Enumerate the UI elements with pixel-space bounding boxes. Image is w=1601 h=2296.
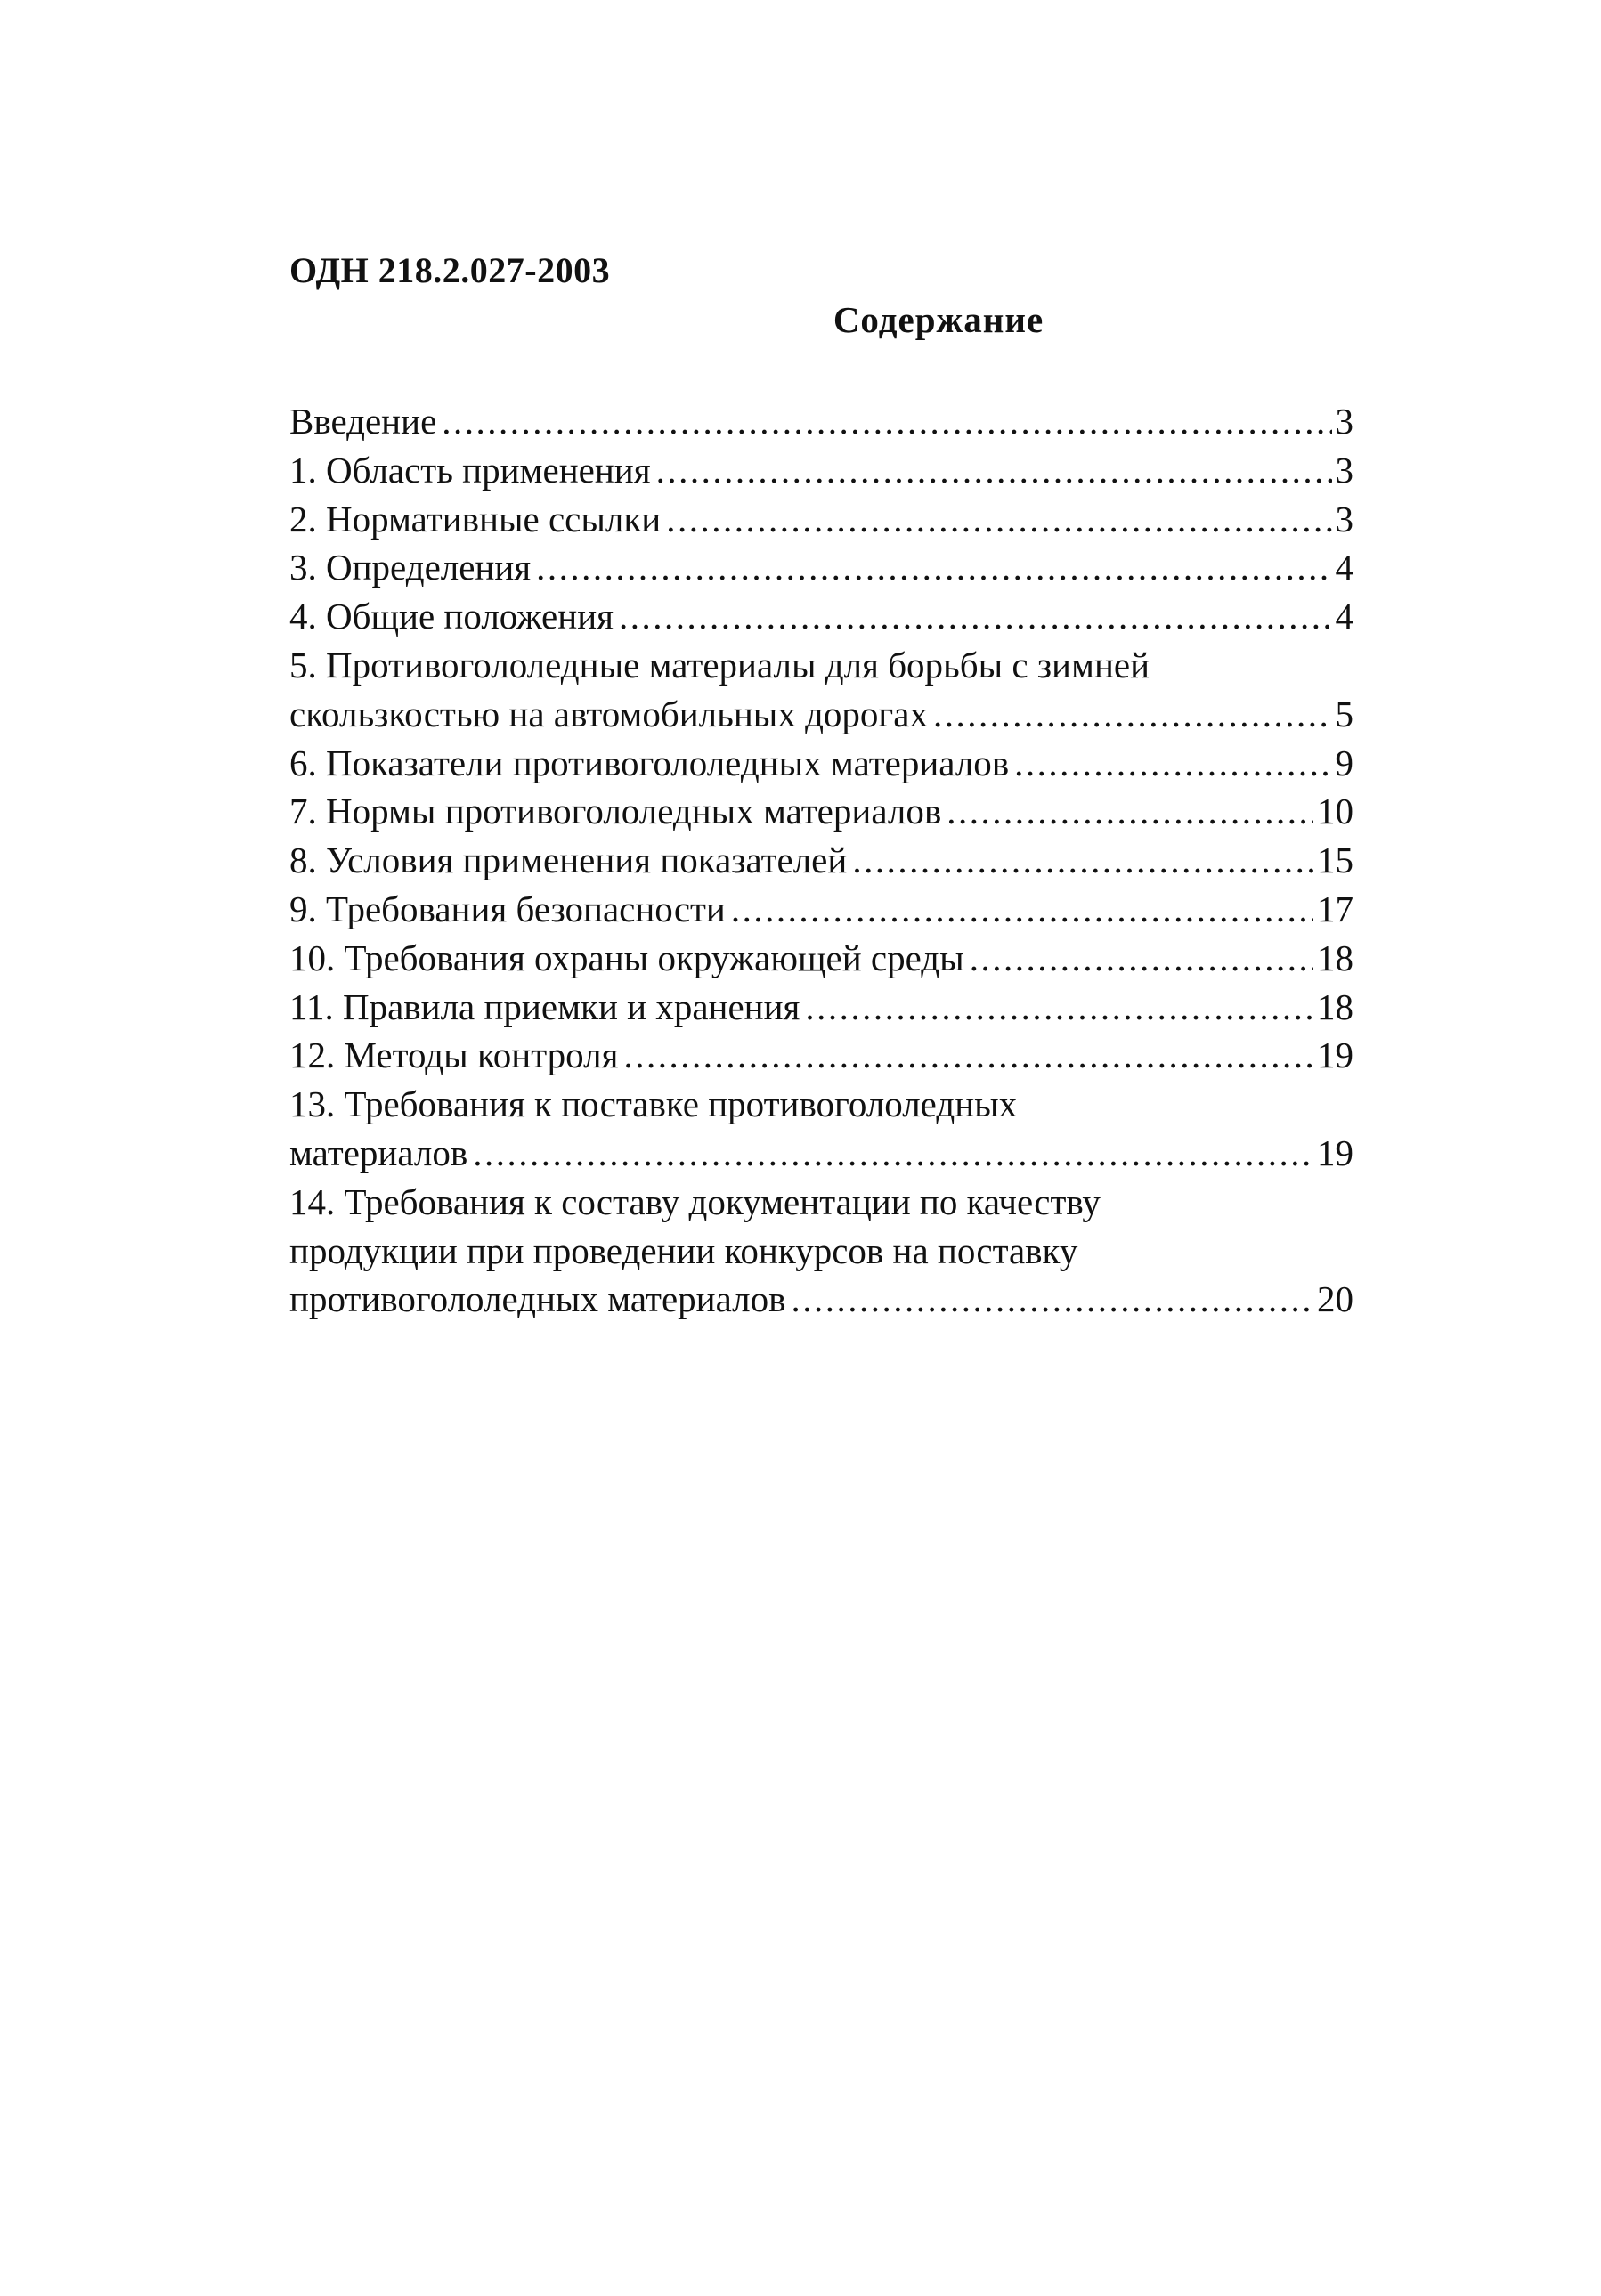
document-code: ОДН 218.2.027-2003: [289, 250, 611, 290]
toc-page-number: 3: [1335, 498, 1353, 540]
toc-entry: [289, 446, 1353, 495]
toc-entry: [289, 592, 1353, 641]
toc-entry: [289, 787, 1353, 836]
dot-leader: [731, 885, 1313, 934]
dot-leader: [473, 1129, 1313, 1178]
toc-page-number: 19: [1317, 1034, 1353, 1076]
dot-leader: [442, 397, 1331, 446]
dot-leader: [933, 690, 1332, 739]
toc-entry-row: [289, 495, 1353, 544]
toc-page-number: 3: [1335, 449, 1353, 491]
toc-entry: [289, 934, 1353, 983]
toc-page-number: 18: [1317, 986, 1353, 1027]
toc-entry-text: скользкостью на автомобильных дорогах: [289, 693, 928, 734]
dot-leader: [656, 446, 1332, 495]
toc-entry-text: 2. Нормативные ссылки: [289, 498, 662, 540]
toc-entry-text: 14. Требования к составу документации по качеству: [289, 1180, 1101, 1222]
dot-leader: [619, 592, 1332, 641]
toc-page-number: 4: [1335, 547, 1353, 588]
toc-entry: [289, 641, 1353, 739]
toc-entry-text: 8. Условия применения показателей: [289, 840, 848, 881]
toc-entry-row: [289, 690, 1353, 739]
toc-page-number: 20: [1317, 1278, 1353, 1320]
toc-entry-text: продукции при проведении конкурсов на поставку: [289, 1229, 1078, 1271]
toc-page-number: 19: [1317, 1132, 1353, 1173]
toc-entry-row: [289, 1275, 1353, 1324]
dot-leader: [805, 983, 1313, 1032]
toc-entry: [289, 543, 1353, 592]
toc-entry-text: 6. Показатели противогололедных материалов: [289, 742, 1010, 783]
toc-page-number: 18: [1317, 937, 1353, 978]
toc-entry: [289, 983, 1353, 1032]
dot-leader: [852, 836, 1313, 885]
toc-heading: Содержание: [833, 299, 1044, 340]
toc-entry-row: [289, 787, 1353, 836]
toc-entry-text: 9. Требования безопасности: [289, 888, 726, 929]
toc-entry: [289, 885, 1353, 934]
toc-entry-row: [289, 1031, 1353, 1080]
table-of-contents: [289, 397, 1353, 1324]
dot-leader: [623, 1031, 1313, 1080]
toc-entry-text: 1. Область применения: [289, 449, 651, 491]
toc-entry-row: [289, 397, 1353, 446]
toc-entry-text: 13. Требования к поставке противогололедных: [289, 1083, 1018, 1125]
toc-page-number: 5: [1335, 693, 1353, 734]
toc-entry-row: [289, 1129, 1353, 1178]
toc-entry-text: противогололедных материалов: [289, 1278, 786, 1320]
toc-entry-row: [289, 446, 1353, 495]
toc-entry-text: 3. Определения: [289, 547, 532, 588]
toc-entry-text: 12. Методы контроля: [289, 1034, 619, 1076]
dot-leader: [970, 934, 1313, 983]
toc-entry-row: [289, 836, 1353, 885]
toc-page-number: 10: [1317, 791, 1353, 832]
toc-entry-row: [289, 543, 1353, 592]
toc-entry-row: [289, 934, 1353, 983]
toc-page-number: 3: [1335, 401, 1353, 442]
dot-leader: [1014, 739, 1331, 788]
toc-entry: [289, 1031, 1353, 1080]
dot-leader: [666, 495, 1331, 544]
toc-entry-text: 4. Общие положения: [289, 596, 614, 637]
toc-entry-row: [289, 983, 1353, 1032]
toc-entry-text: 10. Требования охраны окружающей среды: [289, 937, 964, 978]
toc-entry: [289, 739, 1353, 788]
toc-page-number: 15: [1317, 840, 1353, 881]
toc-entry-row: [289, 885, 1353, 934]
toc-entry-text: 7. Нормы противогололедных материалов: [289, 791, 942, 832]
dot-leader: [536, 543, 1331, 592]
toc-entry: [289, 836, 1353, 885]
dot-leader: [947, 787, 1313, 836]
toc-entry-text: Введение: [289, 401, 437, 442]
toc-entry-text: 5. Противогололедные материалы для борьбы с зимней: [289, 644, 1150, 686]
toc-page-number: 17: [1317, 888, 1353, 929]
toc-entry: [289, 495, 1353, 544]
toc-entry: [289, 1080, 1353, 1178]
toc-page-number: 4: [1335, 596, 1353, 637]
toc-page-number: 9: [1335, 742, 1353, 783]
dot-leader: [791, 1275, 1313, 1324]
toc-entry: [289, 1178, 1353, 1324]
toc-entry-row: [289, 739, 1353, 788]
toc-entry-text: материалов: [289, 1132, 468, 1173]
toc-entry: [289, 397, 1353, 446]
toc-entry-row: [289, 592, 1353, 641]
toc-entry-text: 11. Правила приемки и хранения: [289, 986, 800, 1027]
